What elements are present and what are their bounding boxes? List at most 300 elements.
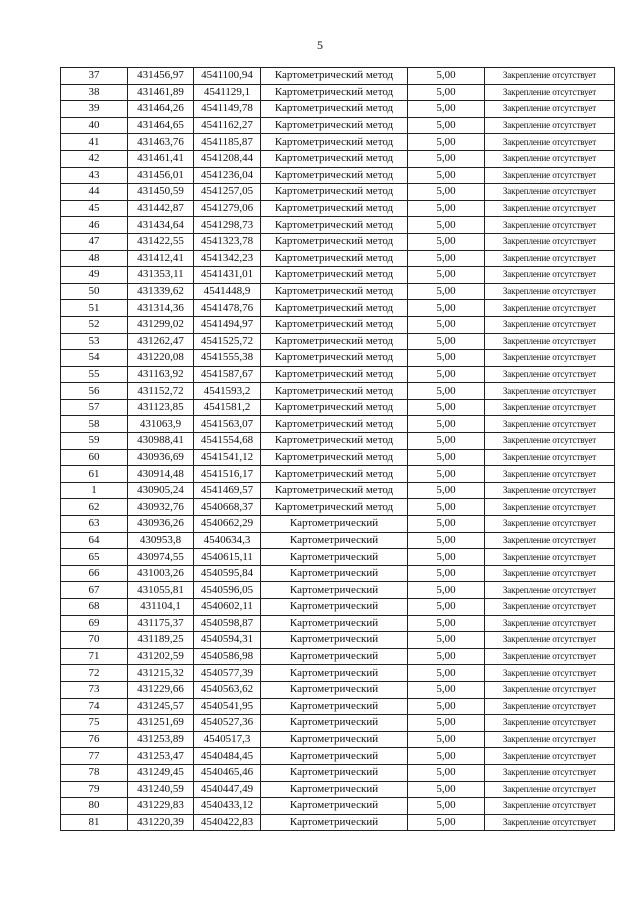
method-cell: Картометрический метод <box>261 101 408 118</box>
fixing-note-cell: Закрепление отсутствует <box>485 748 615 765</box>
fixing-note-cell: Закрепление отсутствует <box>485 516 615 533</box>
fixing-note-cell: Закрепление отсутствует <box>485 84 615 101</box>
y-coordinate-cell: 4540596,05 <box>194 582 261 599</box>
method-cell: Картометрический <box>261 764 408 781</box>
y-coordinate-cell: 4541525,72 <box>194 333 261 350</box>
point-number-cell: 68 <box>61 599 128 616</box>
y-coordinate-cell: 4541279,06 <box>194 200 261 217</box>
point-number-cell: 50 <box>61 283 128 300</box>
accuracy-cell: 5,00 <box>408 184 485 201</box>
method-cell: Картометрический метод <box>261 466 408 483</box>
point-number-cell: 73 <box>61 681 128 698</box>
table-row <box>61 250 615 267</box>
y-coordinate-cell: 4540517,3 <box>194 731 261 748</box>
method-cell: Картометрический <box>261 781 408 798</box>
x-coordinate-cell: 431251,69 <box>128 715 194 732</box>
method-cell: Картометрический <box>261 798 408 815</box>
accuracy-cell: 5,00 <box>408 632 485 649</box>
table-row <box>61 582 615 599</box>
table-row <box>61 200 615 217</box>
method-cell: Картометрический метод <box>261 167 408 184</box>
accuracy-cell: 5,00 <box>408 250 485 267</box>
x-coordinate-cell: 430988,41 <box>128 433 194 450</box>
point-number-cell: 80 <box>61 798 128 815</box>
x-coordinate-cell: 431442,87 <box>128 200 194 217</box>
point-number-cell: 55 <box>61 366 128 383</box>
x-coordinate-cell: 431063,9 <box>128 416 194 433</box>
x-coordinate-cell: 431229,83 <box>128 798 194 815</box>
x-coordinate-cell: 431464,26 <box>128 101 194 118</box>
coordinates-table <box>60 67 615 831</box>
table-row <box>61 648 615 665</box>
point-number-cell: 76 <box>61 731 128 748</box>
method-cell: Картометрический метод <box>261 399 408 416</box>
accuracy-cell: 5,00 <box>408 715 485 732</box>
table-row <box>61 632 615 649</box>
table-row <box>61 532 615 549</box>
y-coordinate-cell: 4541516,17 <box>194 466 261 483</box>
fixing-note-cell: Закрепление отсутствует <box>485 167 615 184</box>
accuracy-cell: 5,00 <box>408 217 485 234</box>
table-row <box>61 333 615 350</box>
y-coordinate-cell: 4541185,87 <box>194 134 261 151</box>
method-cell: Картометрический метод <box>261 366 408 383</box>
method-cell: Картометрический метод <box>261 84 408 101</box>
fixing-note-cell: Закрепление отсутствует <box>485 582 615 599</box>
y-coordinate-cell: 4541541,12 <box>194 449 261 466</box>
accuracy-cell: 5,00 <box>408 466 485 483</box>
point-number-cell: 44 <box>61 184 128 201</box>
y-coordinate-cell: 4541593,2 <box>194 383 261 400</box>
x-coordinate-cell: 430953,8 <box>128 532 194 549</box>
page-number: 5 <box>317 38 323 52</box>
table-row <box>61 316 615 333</box>
accuracy-cell: 5,00 <box>408 134 485 151</box>
fixing-note-cell: Закрепление отсутствует <box>485 615 615 632</box>
method-cell: Картометрический метод <box>261 300 408 317</box>
point-number-cell: 60 <box>61 449 128 466</box>
y-coordinate-cell: 4540662,29 <box>194 516 261 533</box>
accuracy-cell: 5,00 <box>408 499 485 516</box>
y-coordinate-cell: 4540527,36 <box>194 715 261 732</box>
method-cell: Картометрический метод <box>261 68 408 85</box>
x-coordinate-cell: 431463,76 <box>128 134 194 151</box>
x-coordinate-cell: 431456,01 <box>128 167 194 184</box>
fixing-note-cell: Закрепление отсутствует <box>485 781 615 798</box>
accuracy-cell: 5,00 <box>408 167 485 184</box>
point-number-cell: 69 <box>61 615 128 632</box>
x-coordinate-cell: 430936,26 <box>128 516 194 533</box>
accuracy-cell: 5,00 <box>408 283 485 300</box>
y-coordinate-cell: 4541563,07 <box>194 416 261 433</box>
accuracy-cell: 5,00 <box>408 748 485 765</box>
y-coordinate-cell: 4541554,68 <box>194 433 261 450</box>
point-number-cell: 81 <box>61 814 128 831</box>
point-number-cell: 64 <box>61 532 128 549</box>
fixing-note-cell: Закрепление отсутствует <box>485 565 615 582</box>
point-number-cell: 38 <box>61 84 128 101</box>
method-cell: Картометрический <box>261 615 408 632</box>
method-cell: Картометрический метод <box>261 117 408 134</box>
point-number-cell: 48 <box>61 250 128 267</box>
x-coordinate-cell: 431456,97 <box>128 68 194 85</box>
x-coordinate-cell: 431189,25 <box>128 632 194 649</box>
accuracy-cell: 5,00 <box>408 433 485 450</box>
point-number-cell: 54 <box>61 350 128 367</box>
y-coordinate-cell: 4541149,78 <box>194 101 261 118</box>
point-number-cell: 39 <box>61 101 128 118</box>
x-coordinate-cell: 431461,41 <box>128 150 194 167</box>
accuracy-cell: 5,00 <box>408 582 485 599</box>
point-number-cell: 78 <box>61 764 128 781</box>
table-row <box>61 101 615 118</box>
y-coordinate-cell: 4541236,04 <box>194 167 261 184</box>
y-coordinate-cell: 4541587,67 <box>194 366 261 383</box>
y-coordinate-cell: 4541298,73 <box>194 217 261 234</box>
point-number-cell: 46 <box>61 217 128 234</box>
table-row <box>61 399 615 416</box>
fixing-note-cell: Закрепление отсутствует <box>485 68 615 85</box>
table-row <box>61 482 615 499</box>
fixing-note-cell: Закрепление отсутствует <box>485 300 615 317</box>
y-coordinate-cell: 4540595,84 <box>194 565 261 582</box>
y-coordinate-cell: 4540433,12 <box>194 798 261 815</box>
y-coordinate-cell: 4540602,11 <box>194 599 261 616</box>
table-row <box>61 764 615 781</box>
table-row <box>61 748 615 765</box>
x-coordinate-cell: 431220,39 <box>128 814 194 831</box>
accuracy-cell: 5,00 <box>408 150 485 167</box>
x-coordinate-cell: 431353,11 <box>128 267 194 284</box>
x-coordinate-cell: 430974,55 <box>128 549 194 566</box>
fixing-note-cell: Закрепление отсутствует <box>485 101 615 118</box>
accuracy-cell: 5,00 <box>408 764 485 781</box>
fixing-note-cell: Закрепление отсутствует <box>485 383 615 400</box>
point-number-cell: 49 <box>61 267 128 284</box>
x-coordinate-cell: 431055,81 <box>128 582 194 599</box>
x-coordinate-cell: 431314,36 <box>128 300 194 317</box>
fixing-note-cell: Закрепление отсутствует <box>485 482 615 499</box>
method-cell: Картометрический метод <box>261 233 408 250</box>
accuracy-cell: 5,00 <box>408 383 485 400</box>
x-coordinate-cell: 431003,26 <box>128 565 194 582</box>
x-coordinate-cell: 431461,89 <box>128 84 194 101</box>
x-coordinate-cell: 431422,55 <box>128 233 194 250</box>
y-coordinate-cell: 4540586,98 <box>194 648 261 665</box>
y-coordinate-cell: 4541129,1 <box>194 84 261 101</box>
table-row <box>61 366 615 383</box>
fixing-note-cell: Закрепление отсутствует <box>485 532 615 549</box>
point-number-cell: 75 <box>61 715 128 732</box>
table-row <box>61 466 615 483</box>
accuracy-cell: 5,00 <box>408 648 485 665</box>
fixing-note-cell: Закрепление отсутствует <box>485 449 615 466</box>
accuracy-cell: 5,00 <box>408 532 485 549</box>
method-cell: Картометрический <box>261 599 408 616</box>
y-coordinate-cell: 4541431,01 <box>194 267 261 284</box>
method-cell: Картометрический метод <box>261 482 408 499</box>
method-cell: Картометрический метод <box>261 283 408 300</box>
y-coordinate-cell: 4540668,37 <box>194 499 261 516</box>
accuracy-cell: 5,00 <box>408 366 485 383</box>
point-number-cell: 40 <box>61 117 128 134</box>
table-row <box>61 416 615 433</box>
accuracy-cell: 5,00 <box>408 84 485 101</box>
table-row <box>61 383 615 400</box>
fixing-note-cell: Закрепление отсутствует <box>485 499 615 516</box>
x-coordinate-cell: 430932,76 <box>128 499 194 516</box>
table-row <box>61 134 615 151</box>
point-number-cell: 41 <box>61 134 128 151</box>
fixing-note-cell: Закрепление отсутствует <box>485 764 615 781</box>
y-coordinate-cell: 4541257,05 <box>194 184 261 201</box>
accuracy-cell: 5,00 <box>408 781 485 798</box>
x-coordinate-cell: 431434,64 <box>128 217 194 234</box>
y-coordinate-cell: 4540634,3 <box>194 532 261 549</box>
method-cell: Картометрический <box>261 632 408 649</box>
accuracy-cell: 5,00 <box>408 416 485 433</box>
accuracy-cell: 5,00 <box>408 300 485 317</box>
y-coordinate-cell: 4541581,2 <box>194 399 261 416</box>
point-number-cell: 53 <box>61 333 128 350</box>
x-coordinate-cell: 430905,24 <box>128 482 194 499</box>
x-coordinate-cell: 431215,32 <box>128 665 194 682</box>
method-cell: Картометрический метод <box>261 449 408 466</box>
method-cell: Картометрический <box>261 516 408 533</box>
accuracy-cell: 5,00 <box>408 665 485 682</box>
x-coordinate-cell: 430914,48 <box>128 466 194 483</box>
point-number-cell: 42 <box>61 150 128 167</box>
point-number-cell: 45 <box>61 200 128 217</box>
point-number-cell: 1 <box>61 482 128 499</box>
accuracy-cell: 5,00 <box>408 267 485 284</box>
x-coordinate-cell: 431253,89 <box>128 731 194 748</box>
x-coordinate-cell: 431412,41 <box>128 250 194 267</box>
table-row <box>61 233 615 250</box>
y-coordinate-cell: 4540465,46 <box>194 764 261 781</box>
fixing-note-cell: Закрепление отсутствует <box>485 283 615 300</box>
accuracy-cell: 5,00 <box>408 681 485 698</box>
point-number-cell: 37 <box>61 68 128 85</box>
fixing-note-cell: Закрепление отсутствует <box>485 134 615 151</box>
point-number-cell: 51 <box>61 300 128 317</box>
y-coordinate-cell: 4540598,87 <box>194 615 261 632</box>
table-row <box>61 814 615 831</box>
table-row <box>61 283 615 300</box>
point-number-cell: 43 <box>61 167 128 184</box>
table-row <box>61 217 615 234</box>
point-number-cell: 52 <box>61 316 128 333</box>
method-cell: Картометрический метод <box>261 316 408 333</box>
point-number-cell: 77 <box>61 748 128 765</box>
point-number-cell: 70 <box>61 632 128 649</box>
table-row <box>61 184 615 201</box>
accuracy-cell: 5,00 <box>408 117 485 134</box>
fixing-note-cell: Закрепление отсутствует <box>485 599 615 616</box>
point-number-cell: 58 <box>61 416 128 433</box>
x-coordinate-cell: 431220,08 <box>128 350 194 367</box>
method-cell: Картометрический <box>261 582 408 599</box>
fixing-note-cell: Закрепление отсутствует <box>485 731 615 748</box>
accuracy-cell: 5,00 <box>408 814 485 831</box>
point-number-cell: 72 <box>61 665 128 682</box>
accuracy-cell: 5,00 <box>408 233 485 250</box>
accuracy-cell: 5,00 <box>408 200 485 217</box>
y-coordinate-cell: 4541469,57 <box>194 482 261 499</box>
method-cell: Картометрический метод <box>261 200 408 217</box>
fixing-note-cell: Закрепление отсутствует <box>485 632 615 649</box>
x-coordinate-cell: 431163,92 <box>128 366 194 383</box>
method-cell: Картометрический метод <box>261 134 408 151</box>
fixing-note-cell: Закрепление отсутствует <box>485 798 615 815</box>
fixing-note-cell: Закрепление отсутствует <box>485 433 615 450</box>
method-cell: Картометрический <box>261 665 408 682</box>
accuracy-cell: 5,00 <box>408 316 485 333</box>
x-coordinate-cell: 431450,59 <box>128 184 194 201</box>
accuracy-cell: 5,00 <box>408 565 485 582</box>
x-coordinate-cell: 431262,47 <box>128 333 194 350</box>
table-row <box>61 599 615 616</box>
table-row <box>61 350 615 367</box>
point-number-cell: 57 <box>61 399 128 416</box>
table-row <box>61 150 615 167</box>
accuracy-cell: 5,00 <box>408 599 485 616</box>
fixing-note-cell: Закрепление отсутствует <box>485 366 615 383</box>
fixing-note-cell: Закрепление отсутствует <box>485 648 615 665</box>
method-cell: Картометрический <box>261 715 408 732</box>
method-cell: Картометрический метод <box>261 267 408 284</box>
x-coordinate-cell: 431249,45 <box>128 764 194 781</box>
x-coordinate-cell: 430936,69 <box>128 449 194 466</box>
point-number-cell: 65 <box>61 549 128 566</box>
y-coordinate-cell: 4540447,49 <box>194 781 261 798</box>
table-row <box>61 549 615 566</box>
method-cell: Картометрический метод <box>261 350 408 367</box>
method-cell: Картометрический метод <box>261 499 408 516</box>
accuracy-cell: 5,00 <box>408 615 485 632</box>
accuracy-cell: 5,00 <box>408 731 485 748</box>
x-coordinate-cell: 431253,47 <box>128 748 194 765</box>
table-row <box>61 84 615 101</box>
point-number-cell: 74 <box>61 698 128 715</box>
fixing-note-cell: Закрепление отсутствует <box>485 150 615 167</box>
table-row <box>61 665 615 682</box>
fixing-note-cell: Закрепление отсутствует <box>485 549 615 566</box>
point-number-cell: 71 <box>61 648 128 665</box>
y-coordinate-cell: 4541555,38 <box>194 350 261 367</box>
method-cell: Картометрический <box>261 814 408 831</box>
table-row <box>61 167 615 184</box>
method-cell: Картометрический метод <box>261 150 408 167</box>
fixing-note-cell: Закрепление отсутствует <box>485 200 615 217</box>
fixing-note-cell: Закрепление отсутствует <box>485 316 615 333</box>
x-coordinate-cell: 431245,57 <box>128 698 194 715</box>
x-coordinate-cell: 431229,66 <box>128 681 194 698</box>
y-coordinate-cell: 4540594,31 <box>194 632 261 649</box>
accuracy-cell: 5,00 <box>408 101 485 118</box>
x-coordinate-cell: 431299,02 <box>128 316 194 333</box>
accuracy-cell: 5,00 <box>408 698 485 715</box>
point-number-cell: 56 <box>61 383 128 400</box>
fixing-note-cell: Закрепление отсутствует <box>485 350 615 367</box>
x-coordinate-cell: 431464,65 <box>128 117 194 134</box>
table-row <box>61 731 615 748</box>
method-cell: Картометрический <box>261 565 408 582</box>
fixing-note-cell: Закрепление отсутствует <box>485 250 615 267</box>
fixing-note-cell: Закрепление отсутствует <box>485 665 615 682</box>
y-coordinate-cell: 4540541,95 <box>194 698 261 715</box>
x-coordinate-cell: 431202,59 <box>128 648 194 665</box>
table-row <box>61 781 615 798</box>
method-cell: Картометрический метод <box>261 217 408 234</box>
fixing-note-cell: Закрепление отсутствует <box>485 184 615 201</box>
point-number-cell: 62 <box>61 499 128 516</box>
method-cell: Картометрический <box>261 681 408 698</box>
fixing-note-cell: Закрепление отсутствует <box>485 333 615 350</box>
fixing-note-cell: Закрепление отсутствует <box>485 715 615 732</box>
y-coordinate-cell: 4541100,94 <box>194 68 261 85</box>
method-cell: Картометрический <box>261 532 408 549</box>
y-coordinate-cell: 4541162,27 <box>194 117 261 134</box>
fixing-note-cell: Закрепление отсутствует <box>485 466 615 483</box>
table-row <box>61 449 615 466</box>
fixing-note-cell: Закрепление отсутствует <box>485 681 615 698</box>
method-cell: Картометрический <box>261 549 408 566</box>
y-coordinate-cell: 4540615,11 <box>194 549 261 566</box>
y-coordinate-cell: 4541342,23 <box>194 250 261 267</box>
table-row <box>61 565 615 582</box>
x-coordinate-cell: 431104,1 <box>128 599 194 616</box>
y-coordinate-cell: 4541494,97 <box>194 316 261 333</box>
point-number-cell: 47 <box>61 233 128 250</box>
accuracy-cell: 5,00 <box>408 399 485 416</box>
x-coordinate-cell: 431240,59 <box>128 781 194 798</box>
method-cell: Картометрический метод <box>261 416 408 433</box>
method-cell: Картометрический <box>261 731 408 748</box>
fixing-note-cell: Закрепление отсутствует <box>485 233 615 250</box>
y-coordinate-cell: 4541208,44 <box>194 150 261 167</box>
table-row <box>61 698 615 715</box>
coordinates-table-body <box>61 68 615 831</box>
fixing-note-cell: Закрепление отсутствует <box>485 117 615 134</box>
accuracy-cell: 5,00 <box>408 449 485 466</box>
y-coordinate-cell: 4540422,83 <box>194 814 261 831</box>
method-cell: Картометрический <box>261 698 408 715</box>
point-number-cell: 59 <box>61 433 128 450</box>
x-coordinate-cell: 431175,37 <box>128 615 194 632</box>
accuracy-cell: 5,00 <box>408 549 485 566</box>
y-coordinate-cell: 4540563,62 <box>194 681 261 698</box>
method-cell: Картометрический метод <box>261 383 408 400</box>
accuracy-cell: 5,00 <box>408 798 485 815</box>
method-cell: Картометрический <box>261 748 408 765</box>
x-coordinate-cell: 431339,62 <box>128 283 194 300</box>
method-cell: Картометрический <box>261 648 408 665</box>
table-row <box>61 715 615 732</box>
method-cell: Картометрический метод <box>261 333 408 350</box>
fixing-note-cell: Закрепление отсутствует <box>485 416 615 433</box>
point-number-cell: 67 <box>61 582 128 599</box>
fixing-note-cell: Закрепление отсутствует <box>485 217 615 234</box>
point-number-cell: 63 <box>61 516 128 533</box>
y-coordinate-cell: 4540577,39 <box>194 665 261 682</box>
fixing-note-cell: Закрепление отсутствует <box>485 267 615 284</box>
table-row <box>61 117 615 134</box>
table-row <box>61 798 615 815</box>
table-row <box>61 300 615 317</box>
table-row <box>61 681 615 698</box>
table-row <box>61 68 615 85</box>
